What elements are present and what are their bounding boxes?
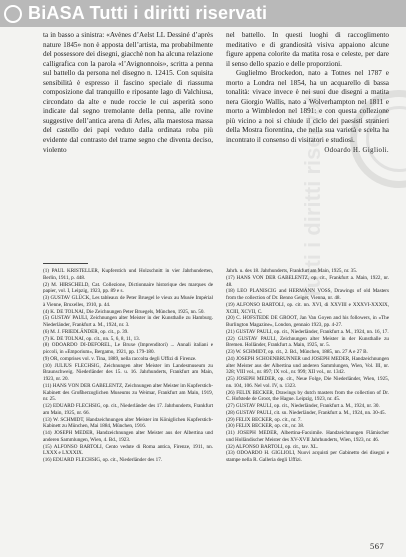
- library-logo-icon: [4, 5, 22, 23]
- footnote: (2) M. HIRSCHELD, Cat. Collezione, Dictionnaire historique des marques de papier, vol. I, Leipzig, 1923, pp. 89 e s.: [43, 281, 213, 295]
- footnote: (13) W. SCHMIDT, Handzeichnungen alter Meister im Königlichen Kupferstich-Kabinett zu München, Mai 1884, München, 1916.: [43, 416, 213, 430]
- footnote: (24) JOSEPH SCHOENBRUNNER und JOSEPH MEDER, Handzeichnungen alter Meister aus der Albertina und anderen Sammlungen, Wien, Vol. III, nr. 328; VIII vol., nr. 897; IX vol., nr. 999; XII vol., nr. 1342.: [226, 355, 389, 376]
- footnote: (17) HANS VON DER GABELENTZ, op. cit., Frankfurt a. Main, 1922, nr. 48.: [226, 274, 389, 288]
- footnote: (7) K. DE TOLNAI, op. cit., nn. 5, 6, 8, 11, 13.: [43, 335, 140, 342]
- footnote-divider: [43, 263, 88, 264]
- footnote: (15) ALFONSO BARTOLI, Cento vedute di Roma antica, Firenze, 1911, nn. LXXX e LXXXIX.: [43, 443, 213, 457]
- copyright-banner: [0, 0, 406, 27]
- banner-text: BiASA Tutti i diritti riservati: [28, 3, 268, 23]
- footnote: (19) ALFONSO BARTOLI, op. cit. nn. XVI, di XXVIII e XXXVI-XXXIX, XCIII, XCVII, C.: [226, 301, 389, 315]
- footnote: (18) LEO PLANISCIG and HERMANN VOSS, Drawings of old Masters from the collection of Dr. Benno Geiger, Vienna, nr. 48.: [226, 288, 389, 301]
- body-paragraph-right-2: Guglielmo Brockedon, nato a Totnes nel 1787 e morto a Londra nel 1854, ha un acquarello di bassa tonalità: vivace invece è nei suoi due disegni a matita nera Giorgio Wallis, nato a Wolverhampton nel 1811 e morto a Wimbledon nel 1891: e con questa collezione più vicino a noi si chiude il ciclo dei paesisti stranieri della Mostra fiorentina, che nella sua varietà e scelta ha incontrato il consenso di visitatori e studiosi.: [226, 69, 389, 145]
- footnote: Jahrh. u. des 18. Jahrhunderts, Frankfurt am Main, 1925, nr. 35.: [226, 268, 358, 274]
- footnote: (25) JOSEPH MEDER, op. cit., Neue Folge, Die Niederländer, Wien, 1925, nn. 104, 106. Nel vol. IV, n. 1323.: [226, 376, 389, 389]
- footnote: (32) ALFONSO BARTOLI, op. cit., tav. XL.: [226, 443, 319, 450]
- body-column-left: [43, 31, 213, 155]
- footnote: (31) JOSEPH MEDER, Albertina-Facsimile. Handzeichnungen Flämischer und Holländischer Meister des XV-XVII Jahrhunderts, Wien, 1923, nr. 46.: [226, 430, 389, 443]
- footnote: (11) HANS VON DER GABELENTZ, Zeichnungen alter Meister im Kupferstich-Kabinett des Großherzoglichen Museums zu Weimar, Frankfurt am Main, 1919, nr. 25.: [43, 382, 213, 403]
- footnote: (16) EDUARD FLECHSIG, op. cit., Niederländer des 17.: [43, 457, 163, 463]
- footnote: (30) FELIX BECKER, op. cit., nr. 38.: [226, 423, 305, 430]
- footnote: (1) PAUL KRISTELLER, Kupferstich und Holzschnitt in vier Jahrhunderten, Berlin, 1911, p. 448.: [43, 268, 213, 281]
- footnote: (6) M. J. FRIEDLÄNDER, op. cit., p. 39.: [43, 328, 129, 335]
- body-paragraph-left: ta in basso a sinistra: «Avènes d’Aelst LL Dessiné d’après nature 1845» non è apposta dell’artista, ma probabilmente del possessore dei disegni, giacchè non ha alcuna relazione calligrafica con la parola «l’Avignonnois», scritta a penna sul battello da persona nel disegno n. 12415. Con squisita sensibilità è espresso il fascino speciale di riassuma composizione dal tranquillo e riposante lago di Valchiusa, circondato da alte e nude roccie le cui asperità sono indicate dal segno tremolante della penna, alle rovine suggestive dell’antica arena di Arles, alla maestosa massa del castello dei papi veduto dalla ordinata roba più evidente dal contrasto del trame segno che diventa deciso, violento: [43, 31, 213, 154]
- footnote: (4) K. DE TOLNAI, Die Zeichnungen Peter Bruegels, München, 1925, nn. 50.: [43, 308, 205, 315]
- page-number: 567: [370, 541, 385, 551]
- footnote: (12) EDUARD FLECHSIG, op. cit., Niederländer des 17. Jahrhunderts, Frankfurt am Main, 1925, nr. 66.: [43, 403, 213, 416]
- footnote: (28) GUSTAV PAULI, cit. sn. Niederländer, Frankfurt a. M., 1924, nn. 30-45.: [226, 409, 386, 416]
- watermark-text: Tutti i diritti riservati: [300, 88, 325, 300]
- footnotes-right: [226, 268, 389, 464]
- footnote: (10) JULIUS FLECHSIG, Zeichnungen alter Meister im Landesmuseum zu Braunschweig. Niederländer des 15. u. 16. Jahrhunderts, Frankfurt am Main, 1923, nr. 20.: [43, 362, 213, 382]
- footnote: (33) ODOARDO H. GIGLIOLI, Nuovi acquisti per Gabinetto dei disegni e stampe nella R. Galleria degli Uffizi.: [226, 450, 389, 463]
- footnote: (26) FELIX BECKER, Drawings by dutch masters from the collection of Dr. C. Hofstede de Groot, the Hague. Leipzig, 1923, nr. 45.: [226, 389, 389, 403]
- footnote: (27) GUSTAV PAULI, op. cit., Niederländer, Frankfurt a. M., 1924, nr. 30.: [226, 403, 380, 409]
- author-signature: Odoardo H. Giglioli.: [324, 146, 389, 154]
- footnote: (14) JOSEPH MEDER, Handzeichnungen alter Meister aus der Albertina und anderen Sammlungen, Wien, 4. Bd., 1923.: [43, 430, 213, 443]
- footnote: (8) ODOARDO DI-DEFOREL, Le Bruxe (Imprenditori) ... Annali italiani e piccoli, in «Emporium», Bergamo, 1921, pp. 179-180.: [43, 342, 213, 355]
- footnote: (9) OR, comprises vol. v. Tina, 1889, nella raccolta degli Uffizi di Firenze.: [43, 355, 197, 362]
- body-paragraph-right-1: nel battello. In questi luoghi di raccoglimento meditativo e di grandiosità visiva appaiono alcune figure appena colorite da matita rosa e celeste, per dare il senso dello spazio e delle proporzioni.: [226, 31, 389, 68]
- footnote: (3) GUSTAV GLÜCK, Les tableaux de Peter Bruegel le vieux au Musée Impérial à Vienne, Bruxelles, 1910, p. 44.: [43, 295, 213, 308]
- body-column-right: [226, 31, 389, 155]
- footnote: (5) GUSTAV PAULI, Zeichnungen alter Meister in der Kunsthalle zu Hamburg. Niederländer, Frankfurt a. M., 1924, nr. 3.: [43, 315, 213, 328]
- footnote: (23) W. SCHMIDT, op. cit., 2. Bd., München, 1885, nn. 27 A e 27 B.: [226, 349, 368, 355]
- footnote: (21) GUSTAV PAULI, op. cit., Niederländer, Frankfurt a. M., 1924, nn. 16, 17.: [226, 328, 389, 335]
- footnotes-left: [43, 268, 213, 464]
- footnote: (29) FELIX BECKER, op. cit., nr. 7.: [226, 416, 302, 423]
- footnote: (20) C. HOFSTEDE DE GROOT, Jan Van Goyen and his followers, in «The Burlington Magazine», London, gennaio 1923, pp. 4-27.: [226, 315, 389, 328]
- footnote: (22) GUSTAV PAULI, Zeichnungen alter Meister in der Kunsthalle zu Bremen. Holländer, Frankfurt a. Main, 1925, nr. 5.: [226, 335, 389, 349]
